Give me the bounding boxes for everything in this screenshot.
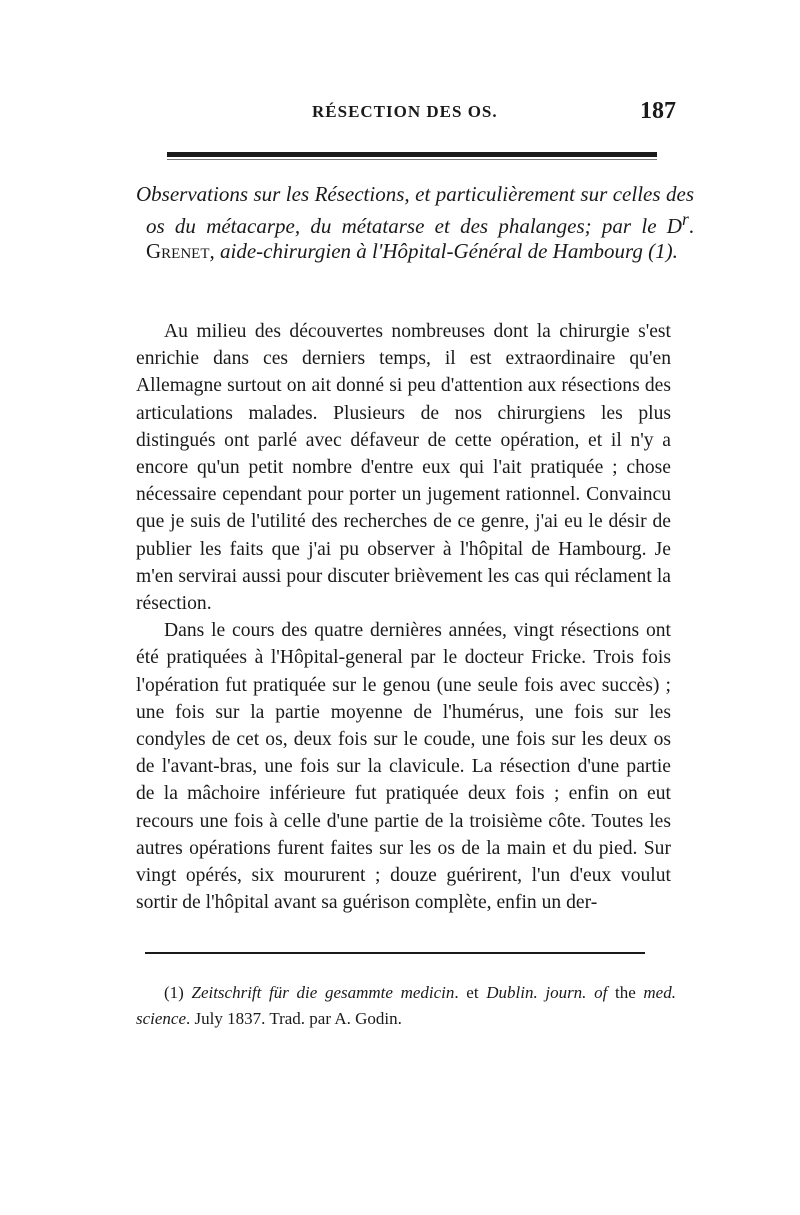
footnote-sep-2: the — [607, 983, 644, 1002]
running-head — [140, 100, 680, 130]
footnote-date-translator: . July 1837. Trad. par A. Godin. — [186, 1009, 402, 1028]
footnote-journal-2: Dublin. journ. of — [486, 983, 608, 1002]
body-text — [136, 318, 671, 916]
footnote-sep-1: . et — [454, 983, 487, 1002]
footnote-journal-3: med. science — [136, 983, 676, 1028]
title-note-ref: (1). — [642, 239, 678, 263]
article-title — [136, 182, 694, 264]
header-rule — [167, 152, 657, 157]
footnote — [136, 980, 676, 1032]
footnote-marker: (1) — [164, 983, 192, 1002]
paragraph-2: Dans le cours des quatre dernières années, vingt résections ont été pratiquées à l'Hôpital-general par le docteur Fricke. Trois fois l'opération fut pratiquée sur le genou (une seule fois avec succès) ; une fois sur la partie moyenne de l'humérus, une fois sur les condyles de cet os, deux fois sur le coude, une fois sur les deux os de l'avant-bras, une fois sur la clavicule. La résection d'une partie de la mâchoire inférieure fut pratiquée deux fois ; enfin on eut recours une fois à celle d'une partie de la troisième côte. Toutes les autres opérations furent faites sur les os de la main et du pied. Sur vingt opérés, six moururent ; douze guérirent, l'un d'eux voulut sortir de l'hôpital avant sa guérison complète, enfin un der- — [136, 620, 671, 914]
page-number: 187 — [640, 98, 676, 124]
title-doctor-sup: r — [681, 209, 689, 229]
title-author: . Grenet — [146, 214, 694, 263]
footnote-rule — [145, 952, 645, 954]
running-title: RÉSECTION DES OS. — [312, 102, 498, 121]
title-text: Observations sur les Résections, et particulièrement sur celles des os du métacarpe, du métatarse et des phalanges; par le D — [136, 182, 694, 238]
paragraph-1: Au milieu des découvertes nombreuses dont la chirurgie s'est enrichie dans ces derniers temps, il est extraordinaire qu'en Allemagne surtout on ait donné si peu d'attention aux résections des articulations malades. Plusieurs de nos chirurgiens les plus distingués ont parlé avec défaveur de cette opération, et il n'y a encore qu'un petit nombre d'entre eux qui l'ait pratiquée ; chose nécessaire cependant pour porter un jugement rationnel. Convaincu que je suis de l'utilité des recherches de ce genre, j'ai eu le désir de publier les faits que j'ai pu observer à l'hôpital de Hambourg. Je m'en servirai aussi pour discuter brièvement les cas qui réclament la résection. — [136, 321, 671, 615]
title-affiliation: , aide-chirurgien à l'Hôpital-Général de Hambourg — [209, 239, 643, 263]
footnote-journal-1: Zeitschrift für die gesammte medicin — [191, 983, 455, 1002]
